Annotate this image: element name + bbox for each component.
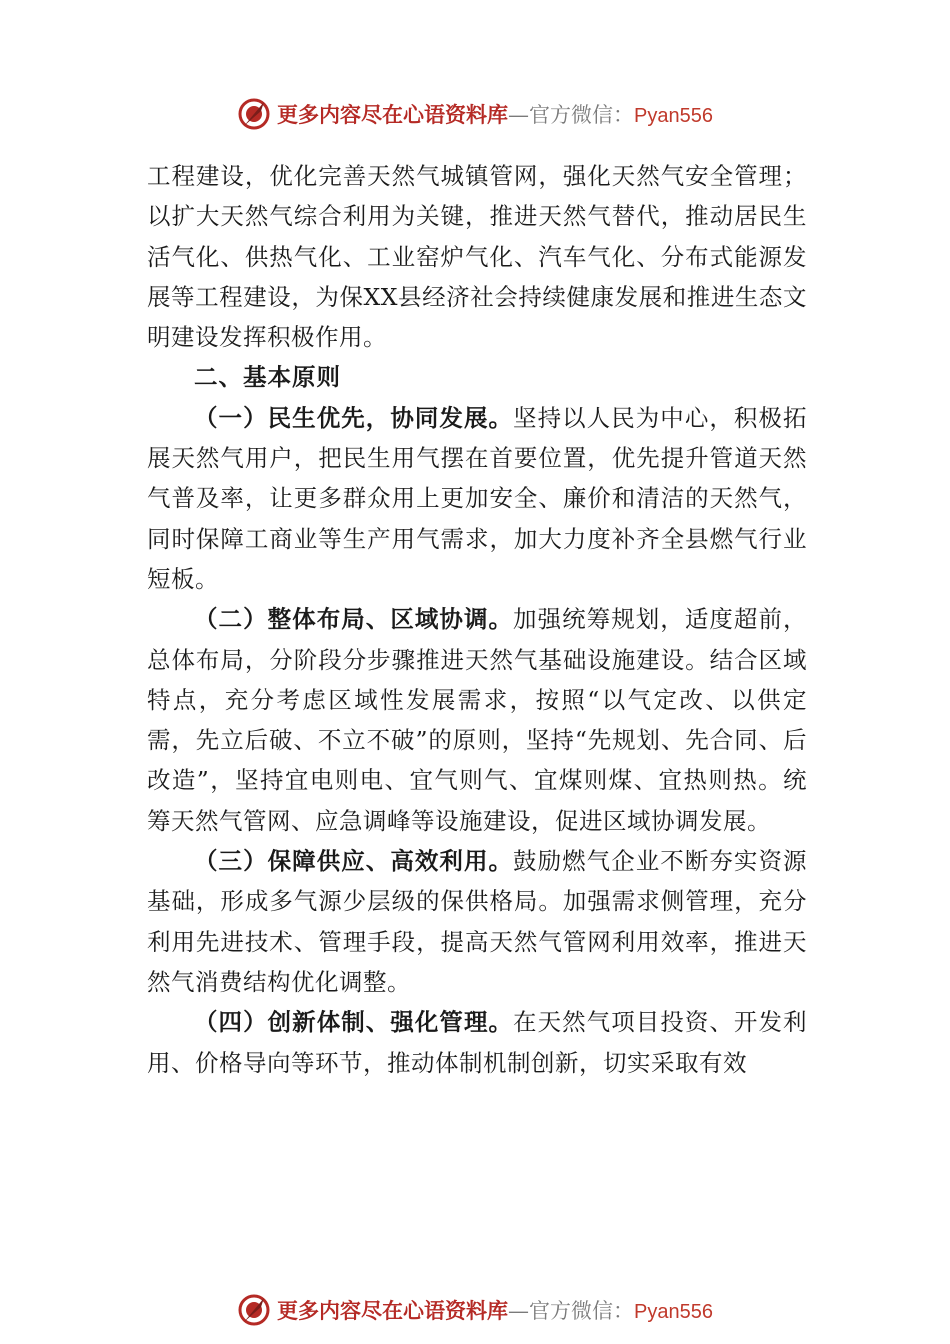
- principle-lead-3: （三）保障供应、高效利用。: [194, 847, 514, 876]
- principle-body-1: 坚持以人民为中心，积极拓展天然气用户，把民生用气摆在首要位置，优先提升管道天然气普及率，让更多群众用上更加安全、廉价和清洁的天然气，同时保障工商业等生产用气需求，加大力度补齐全县燃气行业短板。: [147, 403, 808, 593]
- watermark-brand: 更多内容尽在心语资料库: [277, 102, 509, 127]
- principle-body-3: 鼓励燃气企业不断夯实资源基础，形成多气源少层级的保供格局。加强需求侧管理，充分利用先进技术、管理手段，提高天然气管网利用效率，推进天然气消费结构优化调整。: [147, 847, 808, 996]
- watermark-footer: [0, 1290, 950, 1330]
- watermark-wechat-id: Pyan556: [634, 1301, 713, 1323]
- watermark-official-label: 官方微信：: [529, 103, 635, 127]
- intro-paragraph: 工程建设，优化完善天然气城镇管网，强化天然气安全管理；以扩大天然气综合利用为关键，推进天然气替代，推动居民生活气化、供热气化、工业窑炉气化、汽车气化、分布式能源发展等工程建设，为保XX县经济社会持续健康发展和推进生态文明建设发挥积极作用。: [147, 162, 807, 352]
- principle-body-4: 在天然气项目投资、开发利用、价格导向等环节，推动体制机制创新，切实采取有效: [147, 1008, 807, 1077]
- document-body: [147, 156, 807, 1082]
- principle-paragraph-1: [147, 398, 807, 599]
- principle-paragraph-2: [147, 599, 807, 841]
- principle-paragraph-3: [147, 841, 807, 1002]
- watermark-dash: —: [508, 1299, 530, 1323]
- watermark-dash: —: [508, 103, 530, 127]
- watermark-header: [0, 94, 950, 134]
- section-heading: 二、基本原则: [194, 363, 341, 392]
- principle-lead-2: （二）整体布局、区域协调。: [194, 605, 514, 634]
- principle-lead-1: （一）民生优先，协同发展。: [194, 403, 514, 432]
- watermark-text: [277, 1295, 713, 1325]
- watermark-wechat-id: Pyan556: [634, 105, 713, 127]
- principle-paragraph-4: [147, 1002, 807, 1082]
- watermark-brand: 更多内容尽在心语资料库: [277, 1298, 509, 1323]
- principle-lead-4: （四）创新体制、强化管理。: [194, 1008, 514, 1037]
- watermark-official-label: 官方微信：: [529, 1299, 635, 1323]
- quill-seal-icon: [237, 1293, 271, 1327]
- principle-body-2: 加强统筹规划，适度超前，总体布局，分阶段分步骤推进天然气基础设施建设。结合区域特点，充分考虑区域性发展需求，按照“以气定改、以供定需，先立后破、不立不破”的原则，坚持“先规划、先合同、后改造”，坚持宜电则电、宜气则气、宜煤则煤、宜热则热。统筹天然气管网、应急调峰等设施建设，促进区域协调发展。: [147, 605, 808, 835]
- quill-seal-icon: [237, 97, 271, 131]
- watermark-text: [277, 99, 713, 129]
